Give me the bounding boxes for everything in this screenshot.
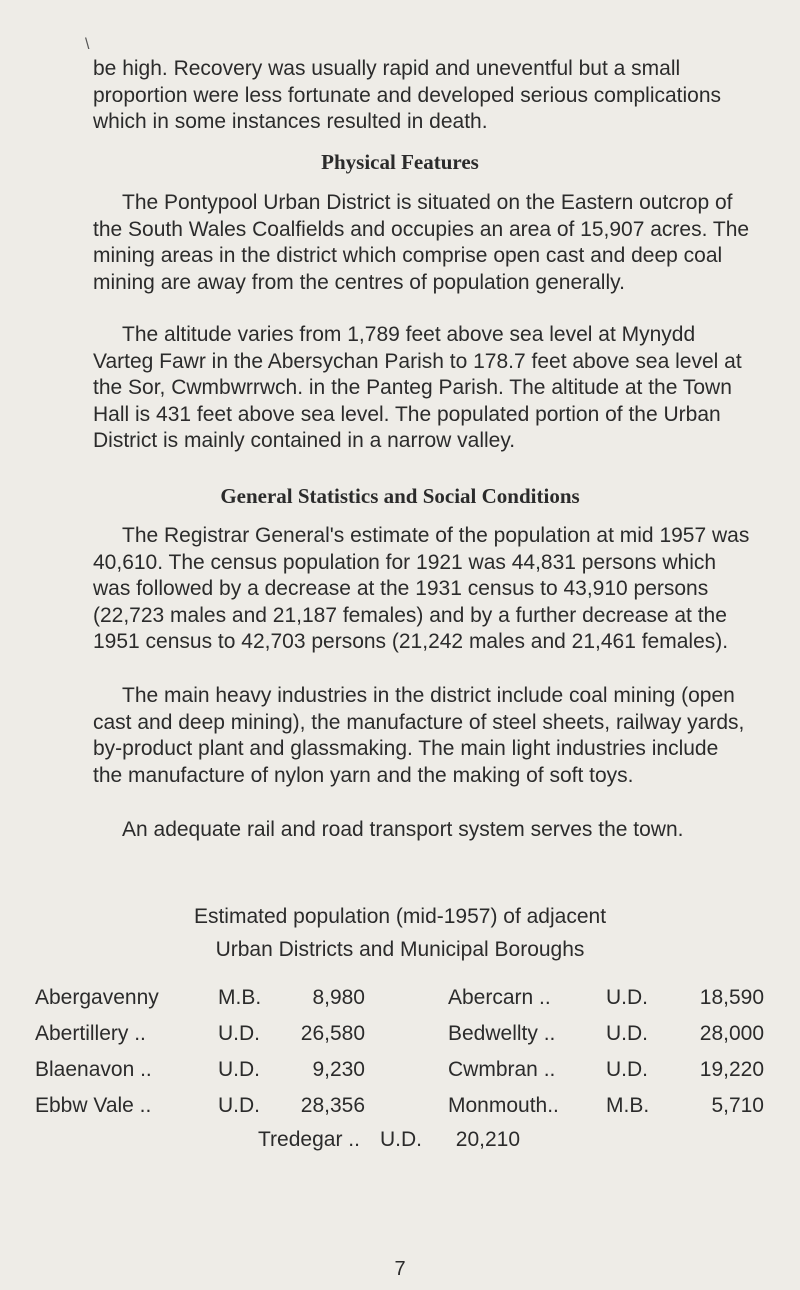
district-type: U.D.	[606, 1058, 648, 1081]
district-name: Monmouth..	[448, 1094, 559, 1117]
district-name: Cwmbran ..	[448, 1058, 556, 1081]
district-population: 19,220	[699, 1058, 764, 1081]
table-title-line-2: Urban Districts and Municipal Boroughs	[215, 938, 585, 961]
corner-mark: \	[85, 36, 90, 53]
district-population: 28,000	[699, 1022, 764, 1045]
district-type: U.D.	[606, 986, 648, 1009]
district-type: U.D.	[380, 1128, 422, 1151]
industries-paragraph: The main heavy industries in the district include coal mining (open cast and deep mining), the manufacture of steel sheets, railway yards, by-product plant and glassmaking. The main light industries include the manufacture of nylon yarn and the making of soft toys.	[93, 684, 745, 787]
district-name: Abertillery ..	[35, 1022, 146, 1045]
district-type: U.D.	[606, 1022, 648, 1045]
physical-features-paragraph-1: The Pontypool Urban District is situated on the Eastern outcrop of the South Wales Coalfields and occupies an area of 15,907 acres. The mining areas in the district which comprise open cast and deep coal mining are away from the centres of population generally.	[93, 191, 750, 294]
transport-paragraph: An adequate rail and road transport system serves the town.	[122, 818, 684, 841]
district-name: Abergavenny	[35, 986, 159, 1009]
district-population: 8,980	[312, 986, 365, 1009]
table-title-line-1: Estimated population (mid-1957) of adjacent	[193, 905, 607, 928]
district-population: 9,230	[312, 1058, 365, 1081]
district-name: Abercarn ..	[448, 986, 551, 1009]
physical-features-heading: Physical Features	[321, 150, 479, 174]
page-number: 7	[394, 1258, 406, 1280]
general-statistics-paragraph-1: The Registrar General's estimate of the population at mid 1957 was 40,610. The census population for 1921 was 44,831 persons which was followed by a decrease at the 1931 census to 43,910 persons (22,723 males and 21,187 females) and by a further decrease at the 1951 census to 42,703 persons (21,242 males and 21,461 females).	[93, 524, 750, 653]
district-population: 28,356	[300, 1094, 365, 1117]
district-type: M.B.	[218, 986, 262, 1009]
district-population: 5,710	[711, 1094, 764, 1117]
general-statistics-heading: General Statistics and Social Conditions	[220, 484, 580, 508]
district-name: Ebbw Vale ..	[35, 1094, 152, 1117]
intro-paragraph: be high. Recovery was usually rapid and uneventful but a small proportion were less fortunate and developed serious complications which in some instances resulted in death.	[93, 57, 722, 133]
district-name: Bedwellty ..	[448, 1022, 556, 1045]
district-type: U.D.	[218, 1058, 260, 1081]
district-name: Tredegar ..	[258, 1128, 360, 1151]
district-population: 26,580	[300, 1022, 365, 1045]
district-population: 20,210	[455, 1128, 520, 1151]
district-name: Blaenavon ..	[35, 1058, 152, 1081]
district-type: U.D.	[218, 1022, 260, 1045]
district-population: 18,590	[699, 986, 764, 1009]
district-type: M.B.	[606, 1094, 650, 1117]
district-type: U.D.	[218, 1094, 260, 1117]
physical-features-paragraph-2: The altitude varies from 1,789 feet above sea level at Mynydd Varteg Fawr in the Abersychan Parish to 178.7 feet above sea level at the Sor, Cwmbwrrwch. in the Panteg Parish. The altitude at the Town Hall is 431 feet above sea level. The populated portion of the Urban District is mainly contained in a narrow valley.	[93, 323, 742, 452]
